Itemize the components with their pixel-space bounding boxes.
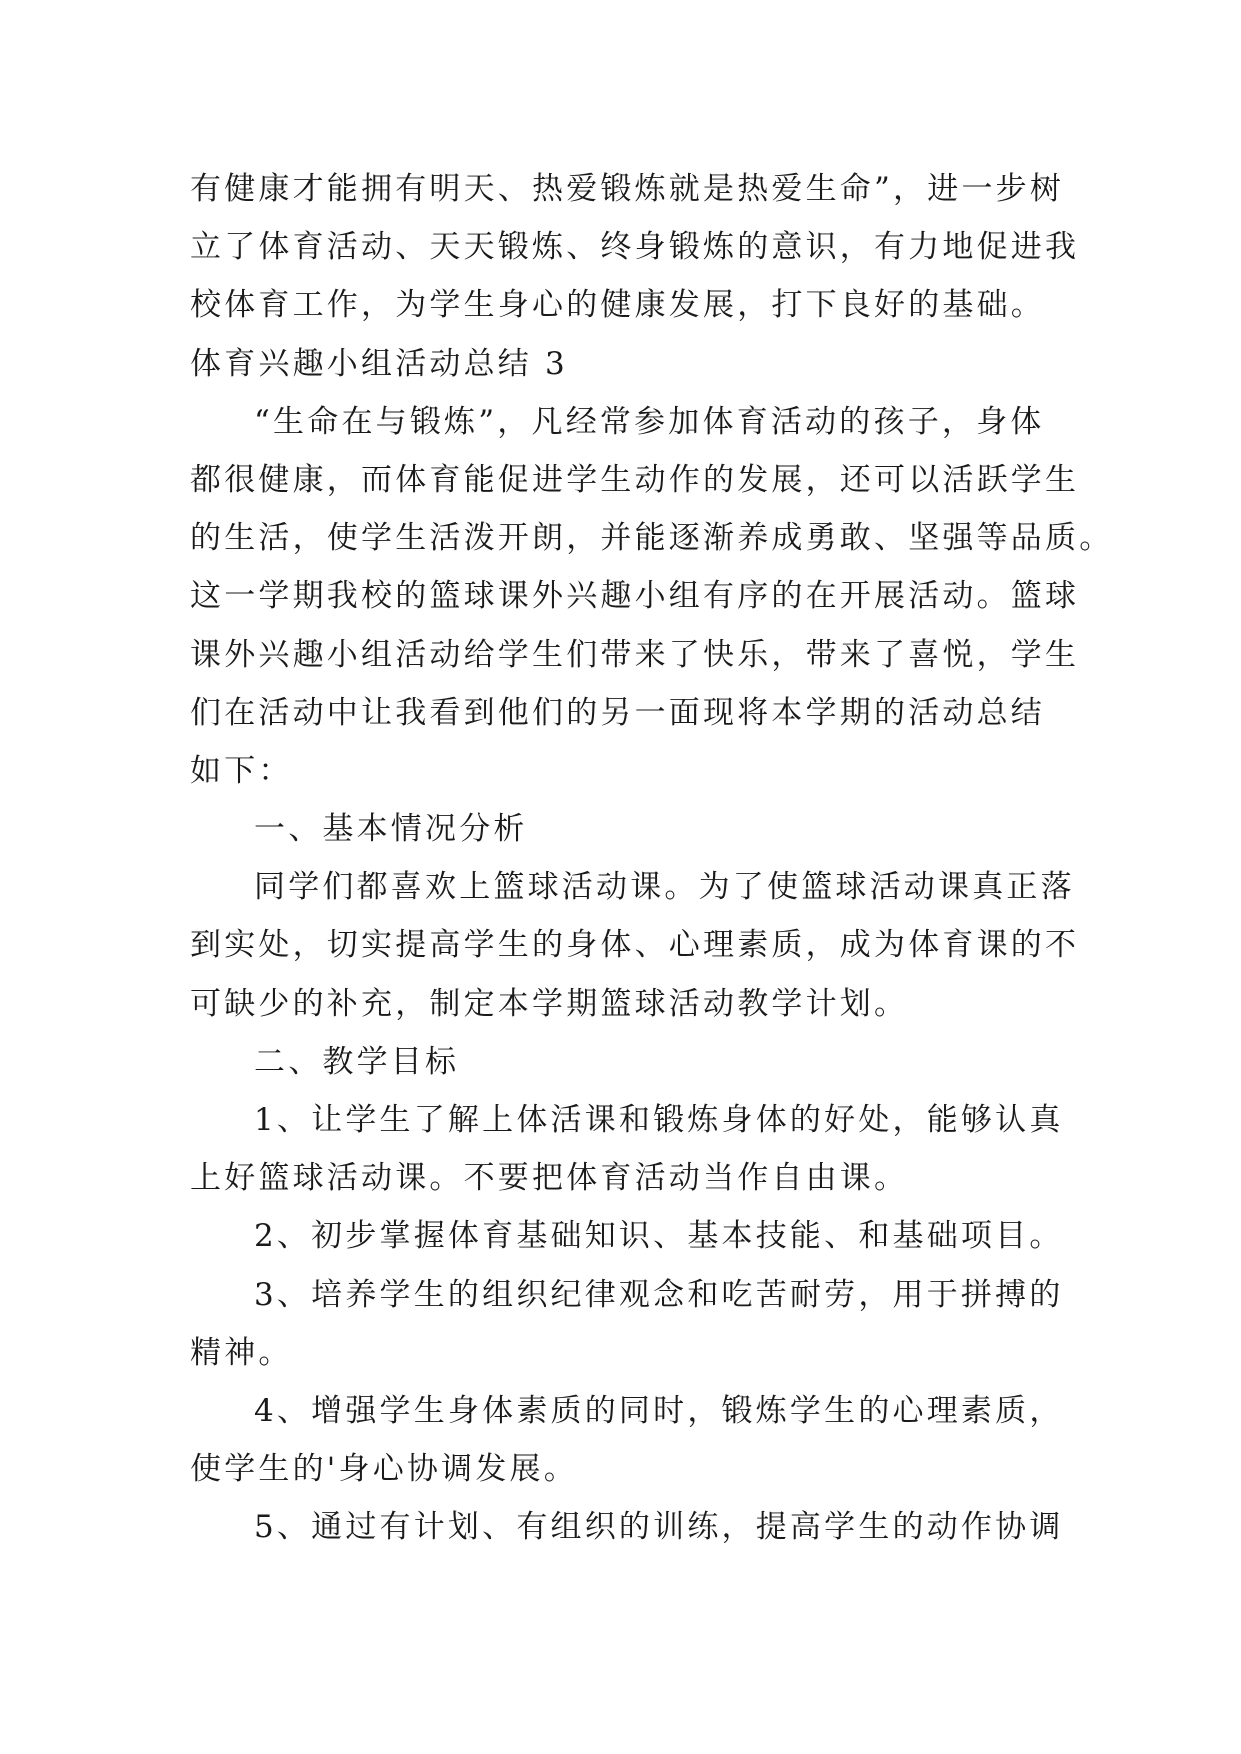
text-line: 都很健康，而体育能促进学生动作的发展，还可以活跃学生 <box>190 461 1080 498</box>
text-line: 有健康才能拥有明天、热爱锻炼就是热爱生命”，进一步树 <box>190 171 1065 207</box>
text-line: 立了体育活动、天天锻炼、终身锻炼的意识，有力地促进我 <box>190 229 1080 266</box>
text-line: 课外兴趣小组活动给学生们带来了快乐，带来了喜悦，学生 <box>190 636 1080 673</box>
list-item: 3、培养学生的组织纪律观念和吃苦耐劳，用于拼搏的 <box>254 1276 1064 1313</box>
subheading: 一、基本情况分析 <box>254 811 528 848</box>
text-line: 到实处，切实提高学生的身体、心理素质，成为体育课的不 <box>190 927 1080 964</box>
text-line: 使学生的'身心协调发展。 <box>190 1451 578 1488</box>
text-line: 这一学期我校的篮球课外兴趣小组有序的在开展活动。篮球 <box>190 578 1080 615</box>
list-item: 2、初步掌握体育基础知识、基本技能、和基础项目。 <box>254 1218 1064 1255</box>
list-item: 1、让学生了解上体活课和锻炼身体的好处，能够认真 <box>254 1102 1064 1138</box>
document-body <box>190 160 1114 1557</box>
subheading: 二、教学目标 <box>254 1043 460 1080</box>
text-line: 可缺少的补充，制定本学期篮球活动教学计划。 <box>190 985 909 1022</box>
text-line: 们在活动中让我看到他们的另一面现将本学期的活动总结 <box>190 694 1045 731</box>
text-line: 精神。 <box>190 1334 293 1371</box>
list-item: 5、通过有计划、有组织的训练，提高学生的动作协调 <box>254 1509 1064 1546</box>
text-line: 的生活，使学生活泼开朗，并能逐渐养成勇敢、坚强等品质。 <box>190 520 1114 557</box>
text-line: 同学们都喜欢上篮球活动课。为了使篮球活动课真正落 <box>254 869 1075 906</box>
text-line: 上好篮球活动课。不要把体育活动当作自由课。 <box>190 1160 909 1197</box>
text-line: 校体育工作，为学生身心的健康发展，打下良好的基础。 <box>190 287 1045 324</box>
list-item: 4、增强学生身体素质的同时，锻炼学生的心理素质， <box>254 1392 1064 1429</box>
text-line: “生命在与锻炼”，凡经常参加体育活动的孩子，身体 <box>254 403 1045 440</box>
section-heading: 体育兴趣小组活动总结 3 <box>190 345 568 382</box>
text-line: 如下： <box>190 752 293 789</box>
